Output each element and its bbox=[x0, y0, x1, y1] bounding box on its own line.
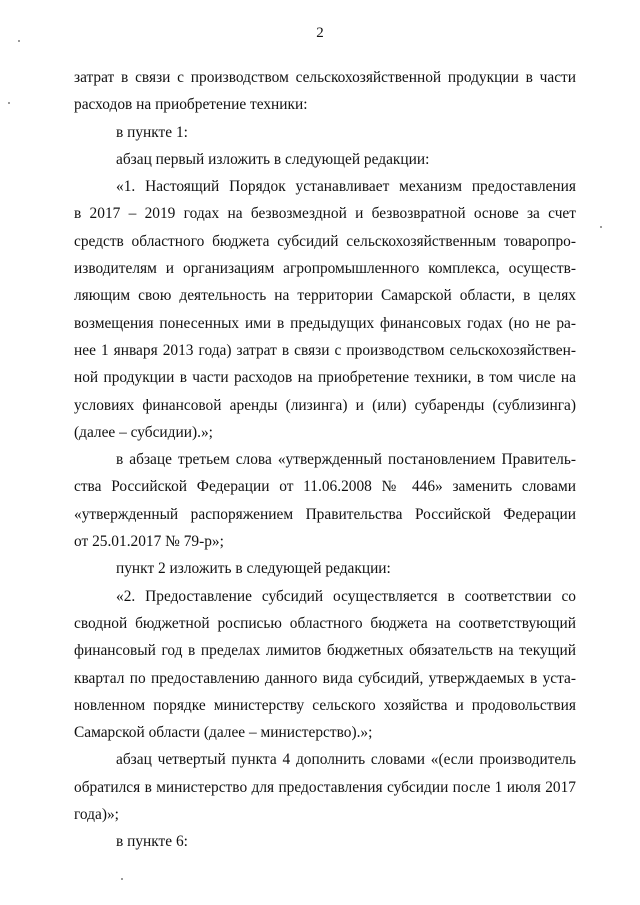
text-line: финансовый год в пределах лимитов бюджетных обязательств на текущий bbox=[74, 642, 576, 660]
scan-speck bbox=[121, 878, 123, 880]
text-line: «2. Предоставление субсидий осуществляется в соответствии со bbox=[116, 587, 576, 605]
text-line: в абзаце третьем слова «утвержденный постановлением Правитель- bbox=[116, 451, 576, 469]
text-line: абзац первый изложить в следующей редакции: bbox=[116, 150, 430, 168]
text-line: расходов на приобретение техники: bbox=[74, 96, 308, 114]
scan-speck bbox=[8, 102, 10, 104]
text-line: средств областного бюджета субсидий сельскохозяйственным товаропро- bbox=[74, 232, 576, 250]
text-line: новленном порядке министерству сельского хозяйства и продовольствия bbox=[74, 696, 576, 714]
text-line: в пункте 1: bbox=[116, 123, 188, 141]
document-body bbox=[74, 64, 576, 856]
text-line: сводной бюджетной росписью областного бюджета на соответствующий bbox=[74, 614, 576, 632]
text-line: абзац четвертый пункта 4 дополнить словами «(если производитель bbox=[116, 751, 576, 769]
text-line: «1. Настоящий Порядок устанавливает механизм предоставления bbox=[116, 178, 576, 196]
text-line: от 25.01.2017 № 79-р»; bbox=[74, 533, 224, 551]
text-line: затрат в связи с производством сельскохозяйственной продукции в части bbox=[74, 69, 576, 86]
text-line: года)»; bbox=[74, 806, 119, 824]
text-line: в 2017 – 2019 годах на безвозмездной и безвозвратной основе за счет bbox=[74, 205, 576, 223]
text-line: Самарской области (далее – министерство).»; bbox=[74, 724, 373, 742]
scan-speck bbox=[600, 226, 602, 228]
text-line: пункт 2 изложить в следующей редакции: bbox=[116, 560, 391, 578]
text-line: изводителям и организациям агропромышленного комплекса, осуществ- bbox=[74, 260, 576, 278]
text-line: возмещения понесенных ими в предыдущих финансовых годах (но не ра- bbox=[74, 314, 576, 332]
scan-speck bbox=[18, 40, 20, 42]
text-line: ляющим свою деятельность на территории Самарской области, в целях bbox=[74, 287, 576, 305]
text-line: нее 1 января 2013 года) затрат в связи с производством сельскохозяйствен- bbox=[74, 341, 576, 359]
text-line: квартал по предоставлению данного вида субсидий, утверждаемых в уста- bbox=[74, 669, 576, 687]
text-line: в пункте 6: bbox=[116, 833, 188, 851]
text-line: ства Российской Федерации от 11.06.2008 № 446» заменить словами bbox=[74, 478, 576, 496]
text-line: ной продукции в части расходов на приобретение техники, в том числе на bbox=[74, 369, 576, 387]
page-number: 2 bbox=[316, 25, 324, 41]
text-line: «утвержденный распоряжением Правительства Российской Федерации bbox=[74, 505, 576, 523]
text-line: условиях финансовой аренды (лизинга) и (или) субаренды (сублизинга) bbox=[74, 396, 576, 414]
text-line: (далее – субсидии).»; bbox=[74, 423, 213, 441]
text-line: обратился в министерство для предоставления субсидии после 1 июля 2017 bbox=[74, 778, 576, 796]
